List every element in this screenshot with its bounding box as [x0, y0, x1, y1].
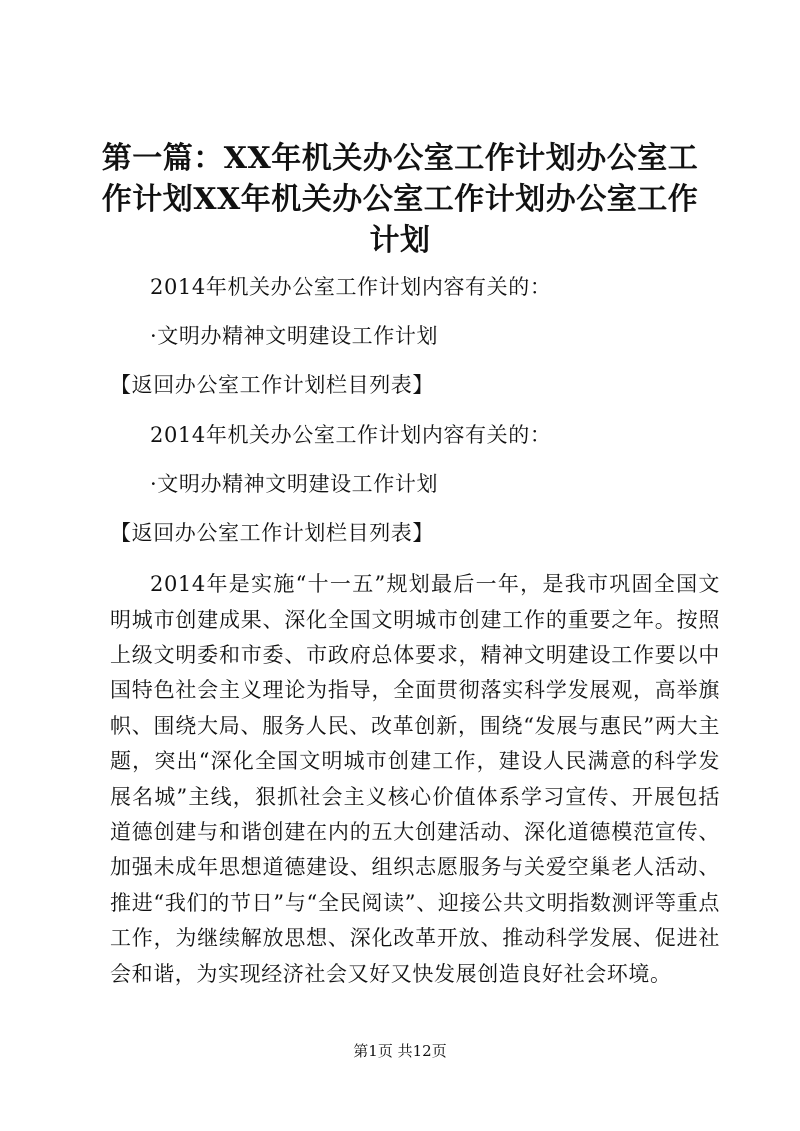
title-line-2: 作计划XX年机关办公室工作计划办公室工作	[101, 182, 699, 217]
intro-line-1: 2014年机关办公室工作计划内容有关的：	[150, 275, 552, 299]
title-line-3: 计划	[369, 223, 431, 258]
document-title	[96, 138, 704, 261]
related-link-2[interactable]: ·文明办精神文明建设工作计划	[150, 471, 439, 496]
intro-line-2: 2014年机关办公室工作计划内容有关的：	[150, 422, 552, 447]
return-link-1[interactable]: 【返回办公室工作计划栏目列表】	[110, 373, 434, 398]
return-link-2[interactable]: 【返回办公室工作计划栏目列表】	[110, 520, 434, 545]
page-number: 第1页 共12页	[353, 1042, 447, 1060]
related-link-1[interactable]: ·文明办精神文明建设工作计划	[150, 324, 439, 349]
body-paragraph: 2014年是实施“十一五”规划最后一年，是我市巩固全国文明城市创建成果、深化全国文明城市创建工作的重要之年。按照上级文明委和市委、市政府总体要求，精神文明建设工作要以中国特色社会主义理论为指导，全面贯彻落实科学发展观，高举旗帜、围绕大局、服务人民、改革创新，围绕“发展与惠民”两大主题，突出“深化全国文明城市创建工作，建设人民满意的科学发展名城”主线，狠抓社会主义核心价值体系学习宣传、开展包括道德创建与和谐创建在内的五大创建活动、深化道德模范宣传、加强未成年思想道德建设、组织志愿服务与关爱空巢老人活动、推进“我们的节日”与“全民阅读”、迎接公共文明指数测评等重点工作，为继续解放思想、深化改革开放、推动科学发展、促进社会和谐，为实现经济社会又好又快发展创造良好社会环境。	[110, 572, 720, 986]
document-body	[110, 272, 720, 992]
title-line-1: 第一篇：XX年机关办公室工作计划办公室工	[101, 141, 699, 176]
